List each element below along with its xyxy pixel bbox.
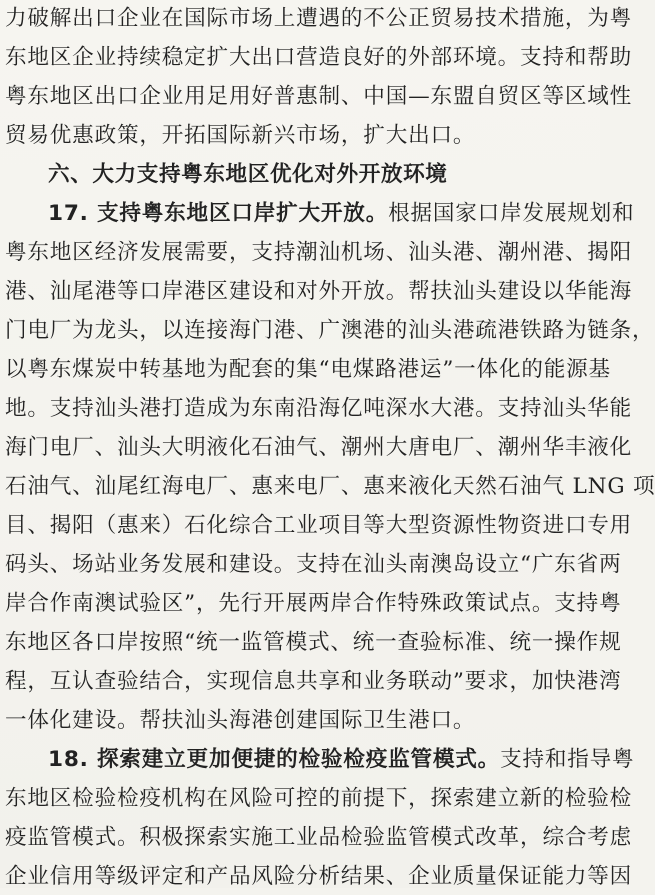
article-17-first-line <box>48 196 648 232</box>
paragraph-line: 门电厂为龙头，以连接海门港、广澳港的汕头港疏港铁路为链条， <box>5 318 655 343</box>
article-17-text: 根据国家口岸发展规划和 <box>388 201 635 226</box>
paragraph-line: 海门电厂、汕头大明液化石油气、潮州大唐电厂、潮州华丰液化 <box>5 435 633 460</box>
paragraph-line: 码头、场站业务发展和建设。支持在汕头南澳岛设立“广东省两 <box>5 552 622 577</box>
paragraph-line: 目、揭阳（惠来）石化综合工业项目等大型资源性物资进口专用 <box>5 513 633 538</box>
section-heading: 六、大力支持粤东地区优化对外开放环境 <box>48 162 448 187</box>
paragraph-line: 程，互认查验结合，实现信息共享和业务联动”要求，加快港湾 <box>5 669 622 694</box>
paragraph-line: 粤东地区经济发展需要，支持潮汕机场、汕头港、潮州港、揭阳 <box>5 240 633 265</box>
article-18-title: 18. 探索建立更加便捷的检验检疫监管模式。 <box>48 747 501 772</box>
paragraph-line: 力破解出口企业在国际市场上遭遇的不公正贸易技术措施，为粤 <box>5 6 633 31</box>
paragraph-line: 东地区各口岸按照“统一监管模式、统一查验标准、统一操作规 <box>5 630 622 655</box>
paragraph-line: 企业信用等级评定和产品风险分析结果、企业质量保证能力等因 <box>5 864 633 889</box>
article-18-text: 支持和指导粤 <box>500 747 635 772</box>
paragraph-line: 粤东地区出口企业用足用好普惠制、中国—东盟自贸区等区域性 <box>5 84 633 109</box>
paragraph-line: 东地区企业持续稳定扩大出口营造良好的外部环境。支持和帮助 <box>5 45 633 70</box>
paragraph-line: 疫监管模式。积极探索实施工业品检验监管模式改革，综合考虑 <box>5 825 633 850</box>
article-17-title: 17. 支持粤东地区口岸扩大开放。 <box>48 201 389 226</box>
article-18-first-line <box>48 742 648 778</box>
paragraph-line: 贸易优惠政策，开拓国际新兴市场，扩大出口。 <box>5 123 476 148</box>
paragraph-line: 石油气、汕尾红海电厂、惠来电厂、惠来液化天然石油气 LNG 项 <box>5 474 655 499</box>
paragraph-line: 地。支持汕头港打造成为东南沿海亿吨深水大港。支持汕头华能 <box>5 396 633 421</box>
paragraph-line: 以粤东煤炭中转基地为配套的集“电煤路港运”一体化的能源基 <box>5 357 611 382</box>
paragraph-line: 一体化建设。帮扶汕头海港创建国际卫生港口。 <box>5 708 476 733</box>
paragraph-line: 岸合作南澳试验区”，先行开展两岸合作特殊政策试点。支持粤 <box>5 591 622 616</box>
paragraph-line: 东地区检验检疫机构在风险可控的前提下，探索建立新的检验检 <box>5 786 633 811</box>
paragraph-line: 港、汕尾港等口岸港区建设和对外开放。帮扶汕头建设以华能海 <box>5 279 633 304</box>
